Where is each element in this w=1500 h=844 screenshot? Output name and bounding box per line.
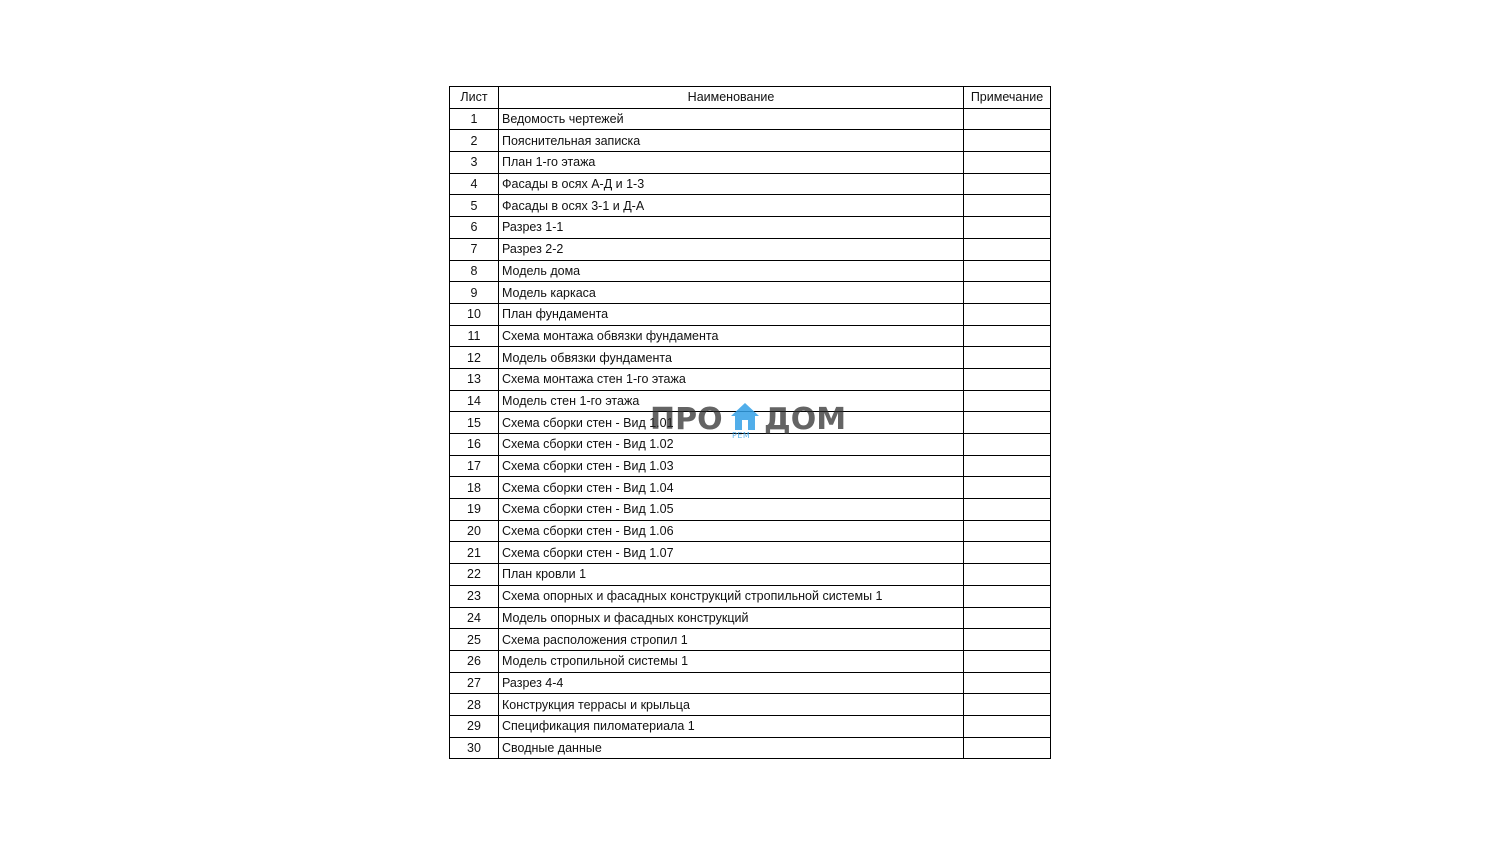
cell-note	[964, 672, 1051, 694]
table-row	[450, 715, 1051, 737]
cell-note	[964, 520, 1051, 542]
cell-sheet-number: 26	[450, 650, 499, 672]
cell-title: План фундамента	[499, 303, 964, 325]
cell-sheet-number: 4	[450, 173, 499, 195]
cell-sheet-number: 13	[450, 368, 499, 390]
cell-sheet-number: 19	[450, 499, 499, 521]
cell-note	[964, 282, 1051, 304]
cell-sheet-number: 15	[450, 412, 499, 434]
cell-sheet-number: 3	[450, 152, 499, 174]
table-row	[450, 542, 1051, 564]
table-row	[450, 173, 1051, 195]
cell-sheet-number: 28	[450, 694, 499, 716]
cell-title: Схема опорных и фасадных конструкций стропильной системы 1	[499, 585, 964, 607]
cell-sheet-number: 30	[450, 737, 499, 759]
cell-title: Фасады в осях 3-1 и Д-А	[499, 195, 964, 217]
cell-title: Схема сборки стен - Вид 1.05	[499, 499, 964, 521]
cell-title: Модель стропильной системы 1	[499, 650, 964, 672]
cell-note	[964, 368, 1051, 390]
cell-sheet-number: 5	[450, 195, 499, 217]
cell-note	[964, 477, 1051, 499]
cell-sheet-number: 27	[450, 672, 499, 694]
table-row	[450, 737, 1051, 759]
table-body	[450, 108, 1051, 759]
watermark-subtext: РЕМ	[732, 431, 751, 440]
cell-sheet-number: 6	[450, 217, 499, 239]
cell-sheet-number: 24	[450, 607, 499, 629]
cell-title: Модель дома	[499, 260, 964, 282]
cell-note	[964, 650, 1051, 672]
table-row	[450, 130, 1051, 152]
table-row	[450, 650, 1051, 672]
table-row	[450, 585, 1051, 607]
table-row	[450, 694, 1051, 716]
cell-sheet-number: 29	[450, 715, 499, 737]
cell-title: Сводные данные	[499, 737, 964, 759]
cell-sheet-number: 25	[450, 629, 499, 651]
cell-title: Схема сборки стен - Вид 1.04	[499, 477, 964, 499]
table-row	[450, 325, 1051, 347]
cell-sheet-number: 12	[450, 347, 499, 369]
cell-note	[964, 564, 1051, 586]
drawing-register-table	[449, 86, 1051, 759]
header-title: Наименование	[499, 87, 964, 109]
table-row	[450, 108, 1051, 130]
table-row	[450, 282, 1051, 304]
table-row	[450, 520, 1051, 542]
cell-title: Пояснительная записка	[499, 130, 964, 152]
table-row	[450, 368, 1051, 390]
cell-title: Схема сборки стен - Вид 1.03	[499, 455, 964, 477]
table-row	[450, 347, 1051, 369]
cell-sheet-number: 16	[450, 434, 499, 456]
cell-title: Модель обвязки фундамента	[499, 347, 964, 369]
cell-sheet-number: 23	[450, 585, 499, 607]
cell-sheet-number: 2	[450, 130, 499, 152]
cell-title: Ведомость чертежей	[499, 108, 964, 130]
cell-title: Разрез 2-2	[499, 238, 964, 260]
cell-note	[964, 434, 1051, 456]
cell-note	[964, 737, 1051, 759]
cell-sheet-number: 10	[450, 303, 499, 325]
cell-title: Схема сборки стен - Вид 1.07	[499, 542, 964, 564]
cell-sheet-number: 11	[450, 325, 499, 347]
cell-title: План 1-го этажа	[499, 152, 964, 174]
cell-sheet-number: 9	[450, 282, 499, 304]
cell-sheet-number: 21	[450, 542, 499, 564]
header-sheet-number: Лист	[450, 87, 499, 109]
table-row	[450, 672, 1051, 694]
cell-title: Модель опорных и фасадных конструкций	[499, 607, 964, 629]
cell-sheet-number: 17	[450, 455, 499, 477]
cell-sheet-number: 14	[450, 390, 499, 412]
cell-note	[964, 130, 1051, 152]
table-row	[450, 238, 1051, 260]
cell-note	[964, 694, 1051, 716]
cell-sheet-number: 7	[450, 238, 499, 260]
header-note: Примечание	[964, 87, 1051, 109]
cell-note	[964, 108, 1051, 130]
table-row	[450, 564, 1051, 586]
table-row	[450, 477, 1051, 499]
cell-note	[964, 195, 1051, 217]
cell-note	[964, 455, 1051, 477]
cell-note	[964, 217, 1051, 239]
table-row	[450, 412, 1051, 434]
cell-title: Схема сборки стен - Вид 1.01	[499, 412, 964, 434]
cell-note	[964, 325, 1051, 347]
cell-sheet-number: 18	[450, 477, 499, 499]
watermark-text-pro: ПРО	[650, 402, 723, 437]
cell-note	[964, 260, 1051, 282]
table-row	[450, 260, 1051, 282]
cell-note	[964, 607, 1051, 629]
cell-title: Модель стен 1-го этажа	[499, 390, 964, 412]
cell-note	[964, 173, 1051, 195]
cell-sheet-number: 20	[450, 520, 499, 542]
cell-title: Разрез 4-4	[499, 672, 964, 694]
cell-title: Схема сборки стен - Вид 1.06	[499, 520, 964, 542]
cell-note	[964, 412, 1051, 434]
table-row	[450, 152, 1051, 174]
cell-note	[964, 499, 1051, 521]
cell-sheet-number: 22	[450, 564, 499, 586]
table-row	[450, 434, 1051, 456]
cell-note	[964, 542, 1051, 564]
table-row	[450, 499, 1051, 521]
cell-note	[964, 390, 1051, 412]
cell-title: Схема расположения стропил 1	[499, 629, 964, 651]
table-row	[450, 195, 1051, 217]
table-header-row	[450, 87, 1051, 109]
cell-title: Схема монтажа обвязки фундамента	[499, 325, 964, 347]
cell-sheet-number: 1	[450, 108, 499, 130]
table-row	[450, 390, 1051, 412]
cell-title: Разрез 1-1	[499, 217, 964, 239]
cell-sheet-number: 8	[450, 260, 499, 282]
cell-title: Схема монтажа стен 1-го этажа	[499, 368, 964, 390]
cell-title: Схема сборки стен - Вид 1.02	[499, 434, 964, 456]
watermark-text-dom: ДОМ	[764, 402, 847, 437]
cell-title: План кровли 1	[499, 564, 964, 586]
cell-note	[964, 585, 1051, 607]
cell-note	[964, 303, 1051, 325]
cell-note	[964, 715, 1051, 737]
cell-note	[964, 629, 1051, 651]
table-row	[450, 455, 1051, 477]
cell-note	[964, 238, 1051, 260]
table-row	[450, 303, 1051, 325]
table-row	[450, 629, 1051, 651]
cell-note	[964, 152, 1051, 174]
cell-title: Фасады в осях А-Д и 1-3	[499, 173, 964, 195]
table-row	[450, 607, 1051, 629]
cell-title: Конструкция террасы и крыльца	[499, 694, 964, 716]
drawing-register-sheet	[449, 86, 1050, 759]
cell-title: Модель каркаса	[499, 282, 964, 304]
cell-note	[964, 347, 1051, 369]
table-row	[450, 217, 1051, 239]
cell-title: Спецификация пиломатериала 1	[499, 715, 964, 737]
